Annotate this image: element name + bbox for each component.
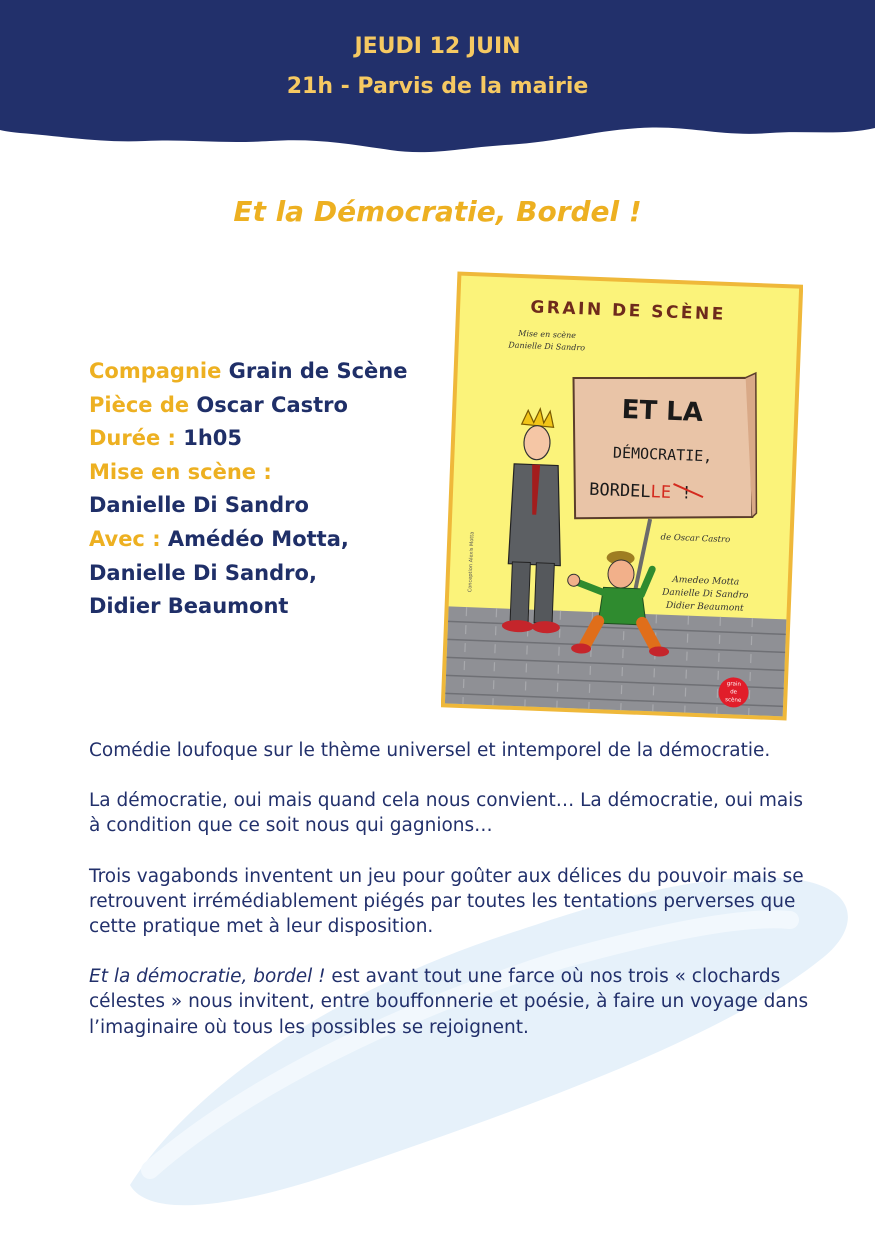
sign-line-2: DÉMOCRATIE,	[612, 443, 713, 466]
director-label: Mise en scène :	[89, 459, 272, 484]
description-paragraph-4-rest: est avant tout une farce où nos trois « clochards célestes » nous invitent, entre bouffonnerie et poésie, à faire un voyage dans l’imaginaire où tous les possibles se rejoignent.	[89, 966, 809, 1038]
sign-line-3-le: LE	[650, 482, 672, 503]
sign-line-3-bordel: BORDEL	[588, 479, 651, 503]
author-value: Oscar Castro	[196, 392, 348, 417]
protest-sign	[568, 366, 762, 525]
description-paragraph-4	[89, 964, 809, 1040]
poster-actor-3: Didier Beaumont	[665, 600, 744, 614]
author-label: Pièce de	[89, 392, 190, 417]
poster-actor-1: Amedeo Motta	[672, 574, 740, 588]
poster-credit: Conception Alexis Motta	[467, 531, 476, 593]
description-paragraph-2: La démocratie, oui mais quand cela nous convient… La démocratie, oui mais à condition que ce soit nous qui gagnions…	[89, 790, 803, 837]
duration-label: Durée :	[89, 426, 176, 451]
cast-member-3: Didier Beaumont	[89, 594, 289, 619]
svg-text:grain: grain	[726, 681, 742, 688]
svg-text:scène: scène	[725, 697, 742, 704]
svg-text:BORDELLE !	[589, 480, 692, 504]
show-description	[89, 738, 809, 1065]
show-poster	[441, 268, 803, 724]
duration-value: 1h05	[183, 426, 243, 451]
company-label: Compagnie	[89, 359, 222, 383]
director-value: Danielle Di Sandro	[89, 493, 309, 518]
poster-actor-2: Danielle Di Sandro	[661, 587, 749, 601]
poster-company: GRAIN DE SCÈNE	[530, 297, 727, 325]
description-paragraph-1: Comédie loufoque sur le thème universel et intemporel de la démocratie.	[89, 740, 771, 761]
company-value: Grain de Scène	[228, 359, 408, 383]
sign-line-3-exclaim: !	[670, 482, 692, 504]
event-time-place: 21h - Parvis de la mairie	[286, 74, 589, 99]
description-paragraph-3: Trois vagabonds inventent un jeu pour goûter aux délices du pouvoir mais se retrouvent irrémédiablement piégés par toutes les tentations perverses que cette pratique met à leur disposition.	[89, 865, 804, 938]
poster-mise-name: Danielle Di Sandro	[508, 340, 586, 353]
svg-text:de: de	[729, 689, 738, 696]
cast-label: Avec :	[89, 526, 161, 551]
sign-line-1: ET LA	[621, 394, 704, 429]
poster-mise-label: Mise en scène	[518, 328, 577, 341]
cast-member-1: Amédéo Motta,	[167, 526, 349, 551]
poster-author: de Oscar Castro	[660, 532, 731, 546]
show-credits	[89, 355, 408, 624]
cast-member-2: Danielle Di Sandro,	[89, 560, 317, 585]
show-title: Et la Démocratie, Bordel !	[233, 195, 642, 228]
event-date: JEUDI 12 JUIN	[354, 34, 521, 59]
header-banner	[0, 0, 875, 170]
description-title-italic: Et la démocratie, bordel !	[89, 966, 326, 988]
